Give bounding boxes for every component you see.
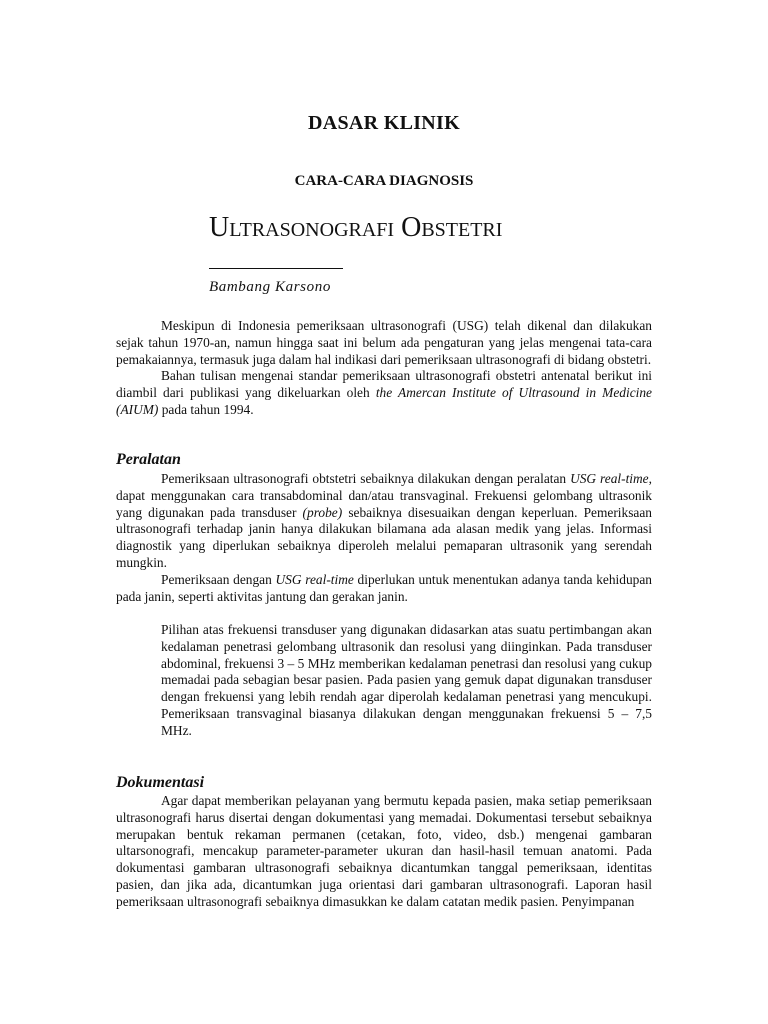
- peralatan-paragraph-1: Pemeriksaan ultrasonografi obtstetri sebaiknya dilakukan dengan peralatan USG real-time, dapat menggunakan cara transabdominal dan/atau transvaginal. Frekuensi gelombang ultrasonik yang digunakan pada transduser (probe) sebaiknya disesuaikan dengan keperluan. Pemeriksaan ultrasonografi terhadap janin hanya dilakukan bilamana ada alasan medik yang jelas. Informasi diagnostik yang diperlukan sebaiknya diperoleh melalui pemaparan ultrasonik yang serendah mungkin.: [116, 471, 652, 570]
- section-dokumentasi-text: [116, 793, 652, 911]
- dokumentasi-paragraph-1: Agar dapat memberikan pelayanan yang bermutu kepada pasien, maka setiap pemeriksaan ultrasonografi harus disertai dengan dokumentasi yang memadai. Dokumentasi tersebut sebaiknya merupakan bentuk rekaman permanen (cetakan, foto, video, dsb.) mengenai gambaran ultarsonografi, mencakup parameter-parameter ukuran dan hasil-hasil temuan anatomi. Pada dokumentasi gambaran ultrasonografi sebaiknya dicantumkan tanggal pemeriksaan, identitas pasien, dan jika ada, dicantumkan juga orientasi dari gambaran ultrasonografi. Laporan hasil pemeriksaan ultrasonografi sebaiknya dimasukkan ke dalam catatan medik pasien. Penyimpanan: [116, 793, 652, 909]
- article-title: ULTRASONOGRAFI OBSTETRI: [209, 212, 503, 243]
- title-underline: [209, 268, 343, 269]
- section-title-peralatan: Peralatan: [116, 451, 181, 468]
- peralatan-indented-paragraph: Pilihan atas frekuensi transduser yang digunakan didasarkan atas suatu pertimbangan akan kedalaman penetrasi gelombang ultrasonik dan resolusi yang diinginkan. Pada transduser abdominal, frekuensi 3 – 5 MHz memberikan kedalaman penetrasi dan resolusi yang cukup memadai pada sebagian besar pasien. Pada pasien yang gemuk dapat digunakan transduser dengan frekuensi yang lebih rendah agar diperolah kedalaman penetrasi yang mencukupi. Pemeriksaan transvaginal biasanya dilakukan dengan menggunakan frekuensi 5 – 7,5 MHz.: [161, 622, 652, 738]
- section-peralatan-text: [116, 471, 652, 605]
- intro-text: [116, 318, 652, 419]
- section-title-dokumentasi: Dokumentasi: [116, 774, 205, 791]
- page-heading: DASAR KLINIK: [308, 112, 460, 134]
- author-name: Bambang Karsono: [209, 279, 331, 295]
- peralatan-paragraph-2: Pemeriksaan dengan USG real-time diperlukan untuk menentukan adanya tanda kehidupan pada janin, seperti aktivitas jantung dan gerakan janin.: [116, 571, 652, 604]
- page-subheading: CARA-CARA DIAGNOSIS: [294, 173, 474, 189]
- intro-paragraph-2: Bahan tulisan mengenai standar pemeriksaan ultrasonografi obstetri antenatal berikut ini diambil dari publikasi yang dikeluarkan oleh the Amercan Institute of Ultrasound in Medicine (AIUM) pada tahun 1994.: [116, 368, 653, 417]
- intro-paragraph-1: Meskipun di Indonesia pemeriksaan ultrasonografi (USG) telah dikenal dan dilakukan sejak tahun 1970-an, namun hingga saat ini belum ada pengaturan yang jelas mengenai tata-cara pemakaiannya, termasuk juga dalam hal indikasi dari pemeriksaan ultrasonografi di bidang obstetri.: [116, 318, 652, 367]
